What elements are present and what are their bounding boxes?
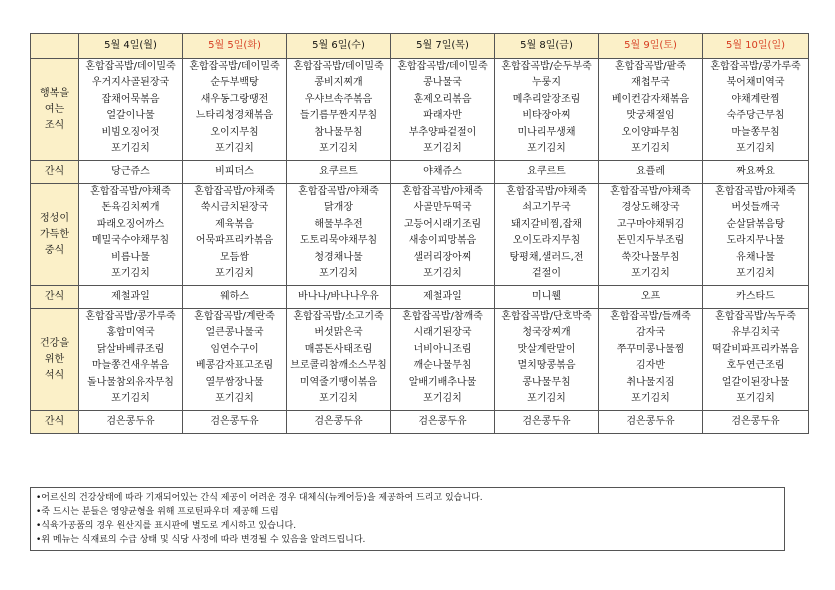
meal-cell — [287, 184, 391, 286]
snack-cell: 당근쥬스 — [79, 161, 183, 184]
dish-item: 포기김치 — [527, 142, 566, 154]
meal-cell — [391, 184, 495, 286]
dish-item: 혼합잡곡밥/녹두죽 — [715, 311, 796, 322]
dish-item: 모듬쌈 — [220, 251, 249, 263]
dish-item: 너비아니조림 — [413, 343, 472, 355]
meal-cell — [183, 59, 287, 161]
snack-cell: 비피더스 — [183, 161, 287, 184]
meal-cell — [287, 309, 391, 411]
dish-item: 혼합잡곡밥/단호박죽 — [501, 311, 592, 322]
dish-item: 재첩무국 — [631, 77, 670, 89]
dish-item: 혼합잡곡밥/팥죽 — [615, 61, 686, 72]
meal-cell — [703, 59, 809, 161]
dish-item: 탕평채,샐러드,전 — [509, 251, 584, 263]
dish-item: 포기김치 — [736, 392, 775, 404]
dish-item: 매콤돈사태조림 — [304, 343, 373, 355]
snack-cell: 요플레 — [599, 161, 703, 184]
meal-cell — [391, 59, 495, 161]
dish-item: 닭살바베큐조림 — [96, 343, 165, 355]
dish-item: 북어채미역국 — [726, 77, 785, 89]
meal-cell — [79, 59, 183, 161]
meal-cell — [495, 184, 599, 286]
dish-item: 들기름무짠지무침 — [299, 110, 378, 122]
meal-cell — [703, 184, 809, 286]
dish-item: 얼갈이된장나물 — [721, 376, 790, 388]
dish-item: 메추리알장조림 — [512, 93, 581, 105]
dish-item: 혼합잡곡밥/계란죽 — [194, 311, 275, 322]
meal-label: 행복을 여는 조식 — [31, 59, 79, 161]
meal-cell — [183, 309, 287, 411]
dish-item: 혼합잡곡밥/데이밀죽 — [189, 61, 280, 72]
dish-item: 포기김치 — [423, 392, 462, 404]
meal-cell — [703, 309, 809, 411]
dish-item: 돌나물참외유자무침 — [87, 376, 174, 388]
day-header: 5월 9일(토) — [599, 34, 703, 59]
dish-item: 포기김치 — [319, 142, 358, 154]
dish-item: 브로콜리참깨소스무침 — [290, 360, 387, 372]
dish-item: 도토리묵야채무침 — [299, 235, 378, 247]
dish-item: 고등어시래기조림 — [403, 218, 482, 230]
dish-item: 혼합잡곡밥/야채죽 — [90, 186, 171, 197]
snack-cell: 요쿠르트 — [495, 161, 599, 184]
dish-item: 샐러리장아찌 — [413, 251, 472, 263]
dish-item: 경상도해장국 — [621, 202, 680, 214]
meal-cell — [79, 309, 183, 411]
dish-item: 버섯들깨국 — [731, 202, 780, 214]
dish-item: 파래자반 — [423, 110, 462, 122]
dish-item: 메밀국수야채무침 — [91, 235, 170, 247]
snack-cell: 요쿠르트 — [287, 161, 391, 184]
dish-item: 얼큰콩나물국 — [205, 327, 264, 339]
dish-item: 맛궁채절임 — [626, 110, 675, 122]
dish-item: 혼합잡곡밥/데이밀죽 — [397, 61, 488, 72]
dish-item: 닭개장 — [324, 202, 353, 214]
meal-label: 건강을 위한 석식 — [31, 309, 79, 411]
dish-item: 혼합잡곡밥/야채죽 — [715, 186, 796, 197]
dish-item: 포기김치 — [631, 142, 670, 154]
snack-cell: 카스타드 — [703, 286, 809, 309]
meal-cell — [183, 184, 287, 286]
snack-cell: 검은콩두유 — [703, 411, 809, 434]
dish-item: 고구마야채튀김 — [616, 218, 685, 230]
snack-cell: 짜요짜요 — [703, 161, 809, 184]
dish-item: 포기김치 — [111, 267, 150, 279]
dish-item: 돼지갈비찜,잡채 — [511, 218, 582, 230]
dish-item: 김자반 — [636, 360, 665, 372]
dish-item: 콩나물무침 — [522, 376, 571, 388]
snack-cell: 제철과일 — [79, 286, 183, 309]
dish-item: 우거지사골된장국 — [91, 77, 170, 89]
snack-cell: 검은콩두유 — [79, 411, 183, 434]
dish-item: 포기김치 — [215, 392, 254, 404]
dish-item: 마늘쫑무침 — [731, 126, 780, 138]
dish-item: 도라지무나물 — [726, 235, 785, 247]
dish-item: 포기김치 — [423, 142, 462, 154]
dish-item: 혼합잡곡밥/야채죽 — [194, 186, 275, 197]
snack-cell: 야채쥬스 — [391, 161, 495, 184]
dish-item: 시래기된장국 — [413, 327, 472, 339]
dish-item: 열무쌈장나물 — [205, 376, 264, 388]
dish-item: 혼합잡곡밥/야채죽 — [610, 186, 691, 197]
notes-box — [30, 487, 785, 551]
day-header: 5월 8일(금) — [495, 34, 599, 59]
note-line: •식육가공품의 경우 원산지를 표시판에 별도로 게시하고 있습니다. — [36, 521, 297, 531]
dish-item: 떡갈비파프리카볶음 — [712, 343, 799, 355]
dish-item: 어묵파프리카볶음 — [195, 235, 274, 247]
meal-cell — [287, 59, 391, 161]
meal-cell — [599, 59, 703, 161]
dish-item: 부추양파겉절이 — [408, 126, 477, 138]
dish-item: 혼합잡곡밥/야채죽 — [298, 186, 379, 197]
dish-item: 오이도라지무침 — [512, 235, 581, 247]
dish-item: 혼합잡곡밥/참깨죽 — [402, 311, 483, 322]
dish-item: 혼합잡곡밥/야채죽 — [402, 186, 483, 197]
dish-item: 오이지무침 — [210, 126, 259, 138]
snack-cell: 웨하스 — [183, 286, 287, 309]
dish-item: 순두부백탕 — [210, 77, 259, 89]
meal-cell — [599, 309, 703, 411]
snack-cell: 제철과일 — [391, 286, 495, 309]
snack-cell: 검은콩두유 — [287, 411, 391, 434]
dish-item: 청경채나물 — [314, 251, 363, 263]
dish-item: 혼합잡곡밥/야채죽 — [506, 186, 587, 197]
dish-item: 맛살계란말이 — [517, 343, 576, 355]
note-line: •어르신의 건강상태에 따라 기재되어있는 간식 제공이 어려운 경우 대체식(뉴케어등)을 제공하여 드리고 있습니다. — [36, 493, 483, 503]
dish-item: 홍합미역국 — [106, 327, 155, 339]
dish-item: 오이양파무침 — [621, 126, 680, 138]
dish-item: 우샤브속주볶음 — [304, 93, 373, 105]
dish-item: 포기김치 — [631, 392, 670, 404]
dish-item: 혼합잡곡밥/들깨죽 — [610, 311, 691, 322]
dish-item: 누룽지 — [532, 77, 561, 89]
dish-item: 포기김치 — [423, 267, 462, 279]
dish-item: 알배기배추나물 — [408, 376, 477, 388]
dish-item: 혼합잡곡밥/소고기죽 — [293, 311, 384, 322]
dish-item: 잡채어묵볶음 — [101, 93, 160, 105]
dish-item: 돈육김치찌개 — [101, 202, 160, 214]
dish-item: 파래오징어까스 — [96, 218, 165, 230]
corner-cell — [31, 34, 79, 59]
dish-item: 사골만두떡국 — [413, 202, 472, 214]
dish-item: 포기김치 — [319, 392, 358, 404]
dish-item: 야채계란찜 — [731, 93, 780, 105]
snack-cell: 검은콩두유 — [495, 411, 599, 434]
day-header: 5월 4일(월) — [79, 34, 183, 59]
dish-item: 호두연근조림 — [726, 360, 785, 372]
snack-label: 간식 — [31, 286, 79, 309]
dish-item: 쇠고기무국 — [522, 202, 571, 214]
dish-item: 포기김치 — [215, 142, 254, 154]
dish-item: 포기김치 — [215, 267, 254, 279]
dish-item: 새송이피망볶음 — [408, 235, 477, 247]
dish-item: 포기김치 — [527, 392, 566, 404]
dish-item: 쭈꾸미콩나물찜 — [616, 343, 685, 355]
dish-item: 비빔오징어젓 — [101, 126, 160, 138]
day-header: 5월 7일(목) — [391, 34, 495, 59]
dish-item: 버섯맑은국 — [314, 327, 363, 339]
meal-cell — [495, 309, 599, 411]
dish-item: 멸치땅콩볶음 — [517, 360, 576, 372]
dish-item: 느타리청경채볶음 — [195, 110, 274, 122]
meal-cell — [495, 59, 599, 161]
dish-item: 비름나물 — [111, 251, 150, 263]
day-header: 5월 10일(일) — [703, 34, 809, 59]
dish-item: 혼합잡곡밥/데이밀죽 — [293, 61, 384, 72]
weekly-menu-table — [30, 33, 809, 434]
dish-item: 취나물지짐 — [626, 376, 675, 388]
note-line: •위 메뉴는 식재료의 수급 상태 및 식당 사정에 따라 변경될 수 있음을 알려드립니다. — [36, 535, 366, 545]
dish-item: 돈민지두부조림 — [616, 235, 685, 247]
dish-item: 포기김치 — [111, 142, 150, 154]
snack-cell: 바나나/바나나우유 — [287, 286, 391, 309]
snack-cell: 오프 — [599, 286, 703, 309]
snack-label: 간식 — [31, 411, 79, 434]
dish-item: 베이컨감자채볶음 — [611, 93, 690, 105]
dish-item: 유채나물 — [736, 251, 775, 263]
dish-item: 혼합잡곡밥/데이밀죽 — [85, 61, 176, 72]
meal-cell — [599, 184, 703, 286]
meal-label: 정성이 가득한 중식 — [31, 184, 79, 286]
dish-item: 감자국 — [636, 327, 665, 339]
dish-item: 혼합잡곡밥/콩가루죽 — [85, 311, 176, 322]
dish-item: 유부김치국 — [731, 327, 780, 339]
dish-item: 깨순나물무침 — [413, 360, 472, 372]
day-header: 5월 5일(화) — [183, 34, 287, 59]
dish-item: 베콩감자표고조림 — [195, 360, 274, 372]
snack-cell: 검은콩두유 — [599, 411, 703, 434]
dish-item: 훈제오리볶음 — [413, 93, 472, 105]
snack-cell: 검은콩두유 — [183, 411, 287, 434]
day-header-row — [31, 34, 809, 59]
snack-cell: 미니웰 — [495, 286, 599, 309]
dish-item: 새우동그랑땡전 — [200, 93, 269, 105]
dish-item: 쑥시금치된장국 — [200, 202, 269, 214]
dish-item: 혼합잡곡밥/콩가루죽 — [710, 61, 801, 72]
dish-item: 겉절이 — [532, 267, 561, 279]
dish-item: 청국장찌개 — [522, 327, 571, 339]
dish-item: 제육볶음 — [215, 218, 254, 230]
meal-cell — [391, 309, 495, 411]
dish-item: 포기김치 — [736, 267, 775, 279]
dish-item: 콩나물국 — [423, 77, 462, 89]
dish-item: 숙주당근무침 — [726, 110, 785, 122]
dish-item: 콩비지찌개 — [314, 77, 363, 89]
snack-label: 간식 — [31, 161, 79, 184]
dish-item: 혼합잡곡밥/순두부죽 — [501, 61, 592, 72]
dish-item: 해물부추전 — [314, 218, 363, 230]
dish-item: 쑥갓나물무침 — [621, 251, 680, 263]
dish-item: 미나리무생채 — [517, 126, 576, 138]
snack-cell: 검은콩두유 — [391, 411, 495, 434]
dish-item: 순살닭볶음탕 — [726, 218, 785, 230]
note-line: •죽 드시는 분들은 영양균형을 위해 프로틴파우더 제공해 드림 — [36, 507, 279, 517]
dish-item: 포기김치 — [736, 142, 775, 154]
meal-cell — [79, 184, 183, 286]
day-header: 5월 6일(수) — [287, 34, 391, 59]
dish-item: 포기김치 — [319, 267, 358, 279]
dish-item: 포기김치 — [111, 392, 150, 404]
dish-item: 미역줄기땡이볶음 — [299, 376, 378, 388]
dish-item: 얼갈이나물 — [106, 110, 155, 122]
dish-item: 마늘쫑건새우볶음 — [91, 360, 170, 372]
dish-item: 임연수구이 — [210, 343, 259, 355]
dish-item: 포기김치 — [631, 267, 670, 279]
dish-item: 비타장아찌 — [522, 110, 571, 122]
dish-item: 참나물무침 — [314, 126, 363, 138]
